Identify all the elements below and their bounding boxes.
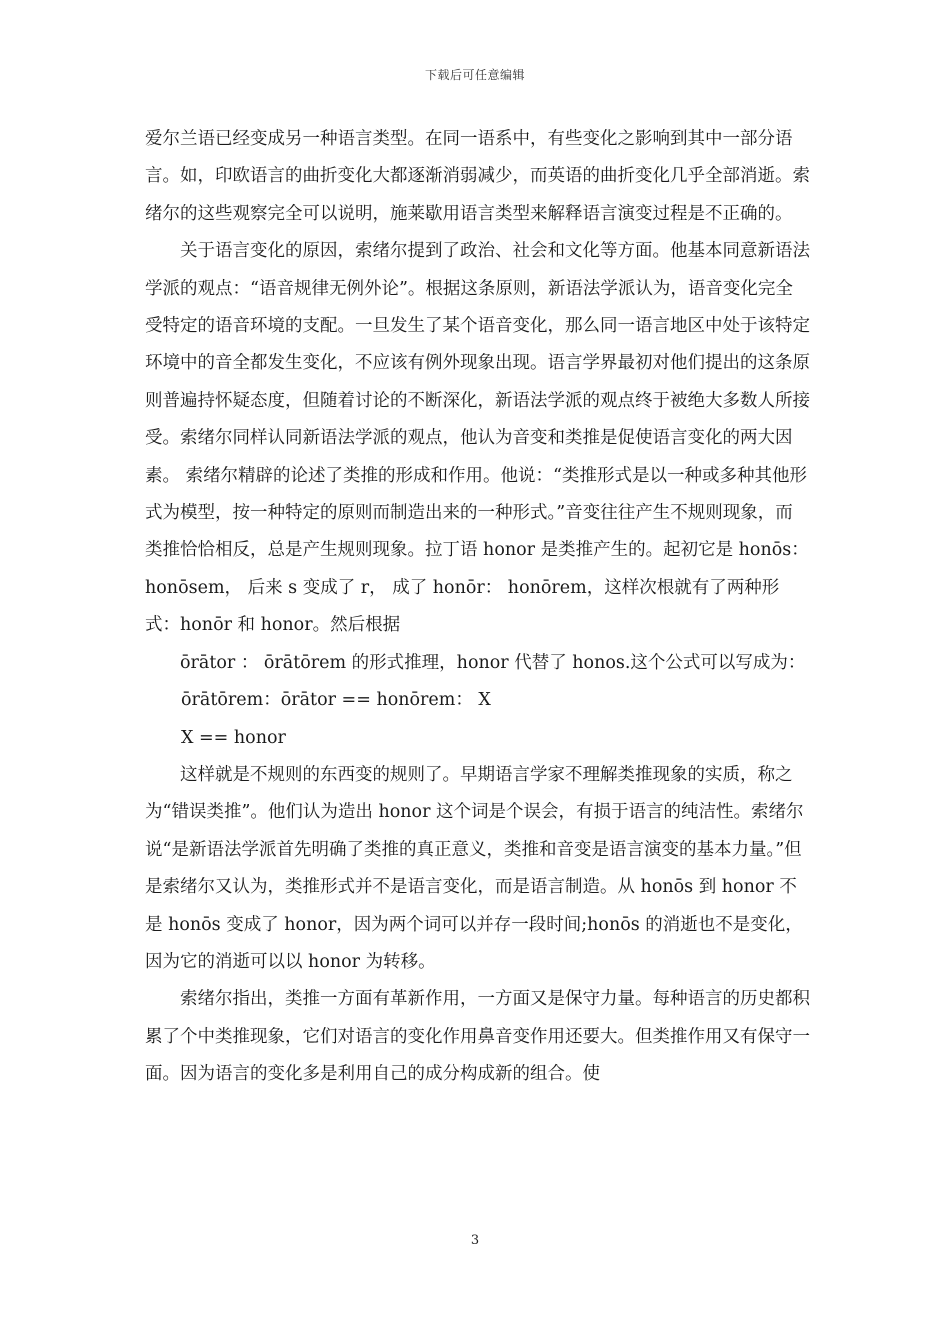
- paragraph: 关于语言变化的原因，索绪尔提到了政治、社会和文化等方面。他基本同意新语法学派的观点：“语音规律无例外论”。根据这条原则，新语法学派认为，语音变化完全受特定的语音环境的支配。一旦发生了某个语音变化，那么同一语言地区中处于该特定环境中的音全都发生变化，不应该有例外现象出现。语言学界最初对他们提出的这条原则普遍持怀疑态度，但随着讨论的不断深化，新语法学派的观点终于被绝大多数人所接受。索绪尔同样认同新语法学派的观点，他认为音变和类推是促使语言变化的两大因素。 索绪尔精辟的论述了类推的形成和作用。他说：“类推形式是以一种或多种其他形式为模型，按一种特定的原则而制造出来的一种形式。”音变往往产生不规则现象，而类推恰恰相反，总是产生规则现象。拉丁语 honor 是类推产生的。起初它是 honōs： honōsem， 后来 s 变成了 r， 成了 honōr： honōrem，这样次根就有了两种形式：honōr 和 honor。然后根据: [145, 241, 810, 636]
- document-body: [145, 121, 810, 1094]
- paragraph: 索绪尔指出，类推一方面有革新作用，一方面又是保守力量。每种语言的历史都积累了个中类推现象，它们对语言的变化作用鼻音变作用还要大。但类推作用又有保守一面。因为语言的变化多是利用自己的成分构成新的组合。使: [145, 989, 810, 1085]
- page-number: 3: [470, 1233, 480, 1248]
- paragraph: 爱尔兰语已经变成另一种语言类型。在同一语系中，有些变化之影响到其中一部分语言。如，印欧语言的曲折变化大都逐渐消弱减少，而英语的曲折变化几乎全部消逝。索绪尔的这些观察完全可以说明，施莱歇用语言类型来解释语言演变过程是不正确的。: [145, 129, 810, 224]
- paragraph: 这样就是不规则的东西变的规则了。早期语言学家不理解类推现象的实质，称之为“错误类推”。他们认为造出 honor 这个词是个误会，有损于语言的纯洁性。索绪尔说“是新语法学派首先明确了类推的真正意义，类推和音变是语言演变的基本力量。”但是索绪尔又认为，类推形式并不是语言变化，而是语言制造。从 honōs 到 honor 不是 honōs 变成了 honor，因为两个词可以并存一段时间;honōs 的消逝也不是变化，因为它的消逝可以以 honor 为转移。: [145, 764, 804, 972]
- paragraph: ōrātor ： ōrātōrem 的形式推理，honor 代替了 honos.这个公式可以写成为：: [180, 652, 806, 673]
- formula-line: ōrātōrem：ōrātor == honōrem： X: [181, 690, 491, 711]
- formula-line: X == honor: [181, 727, 286, 748]
- page-header: 下载后可任意编辑: [424, 68, 525, 82]
